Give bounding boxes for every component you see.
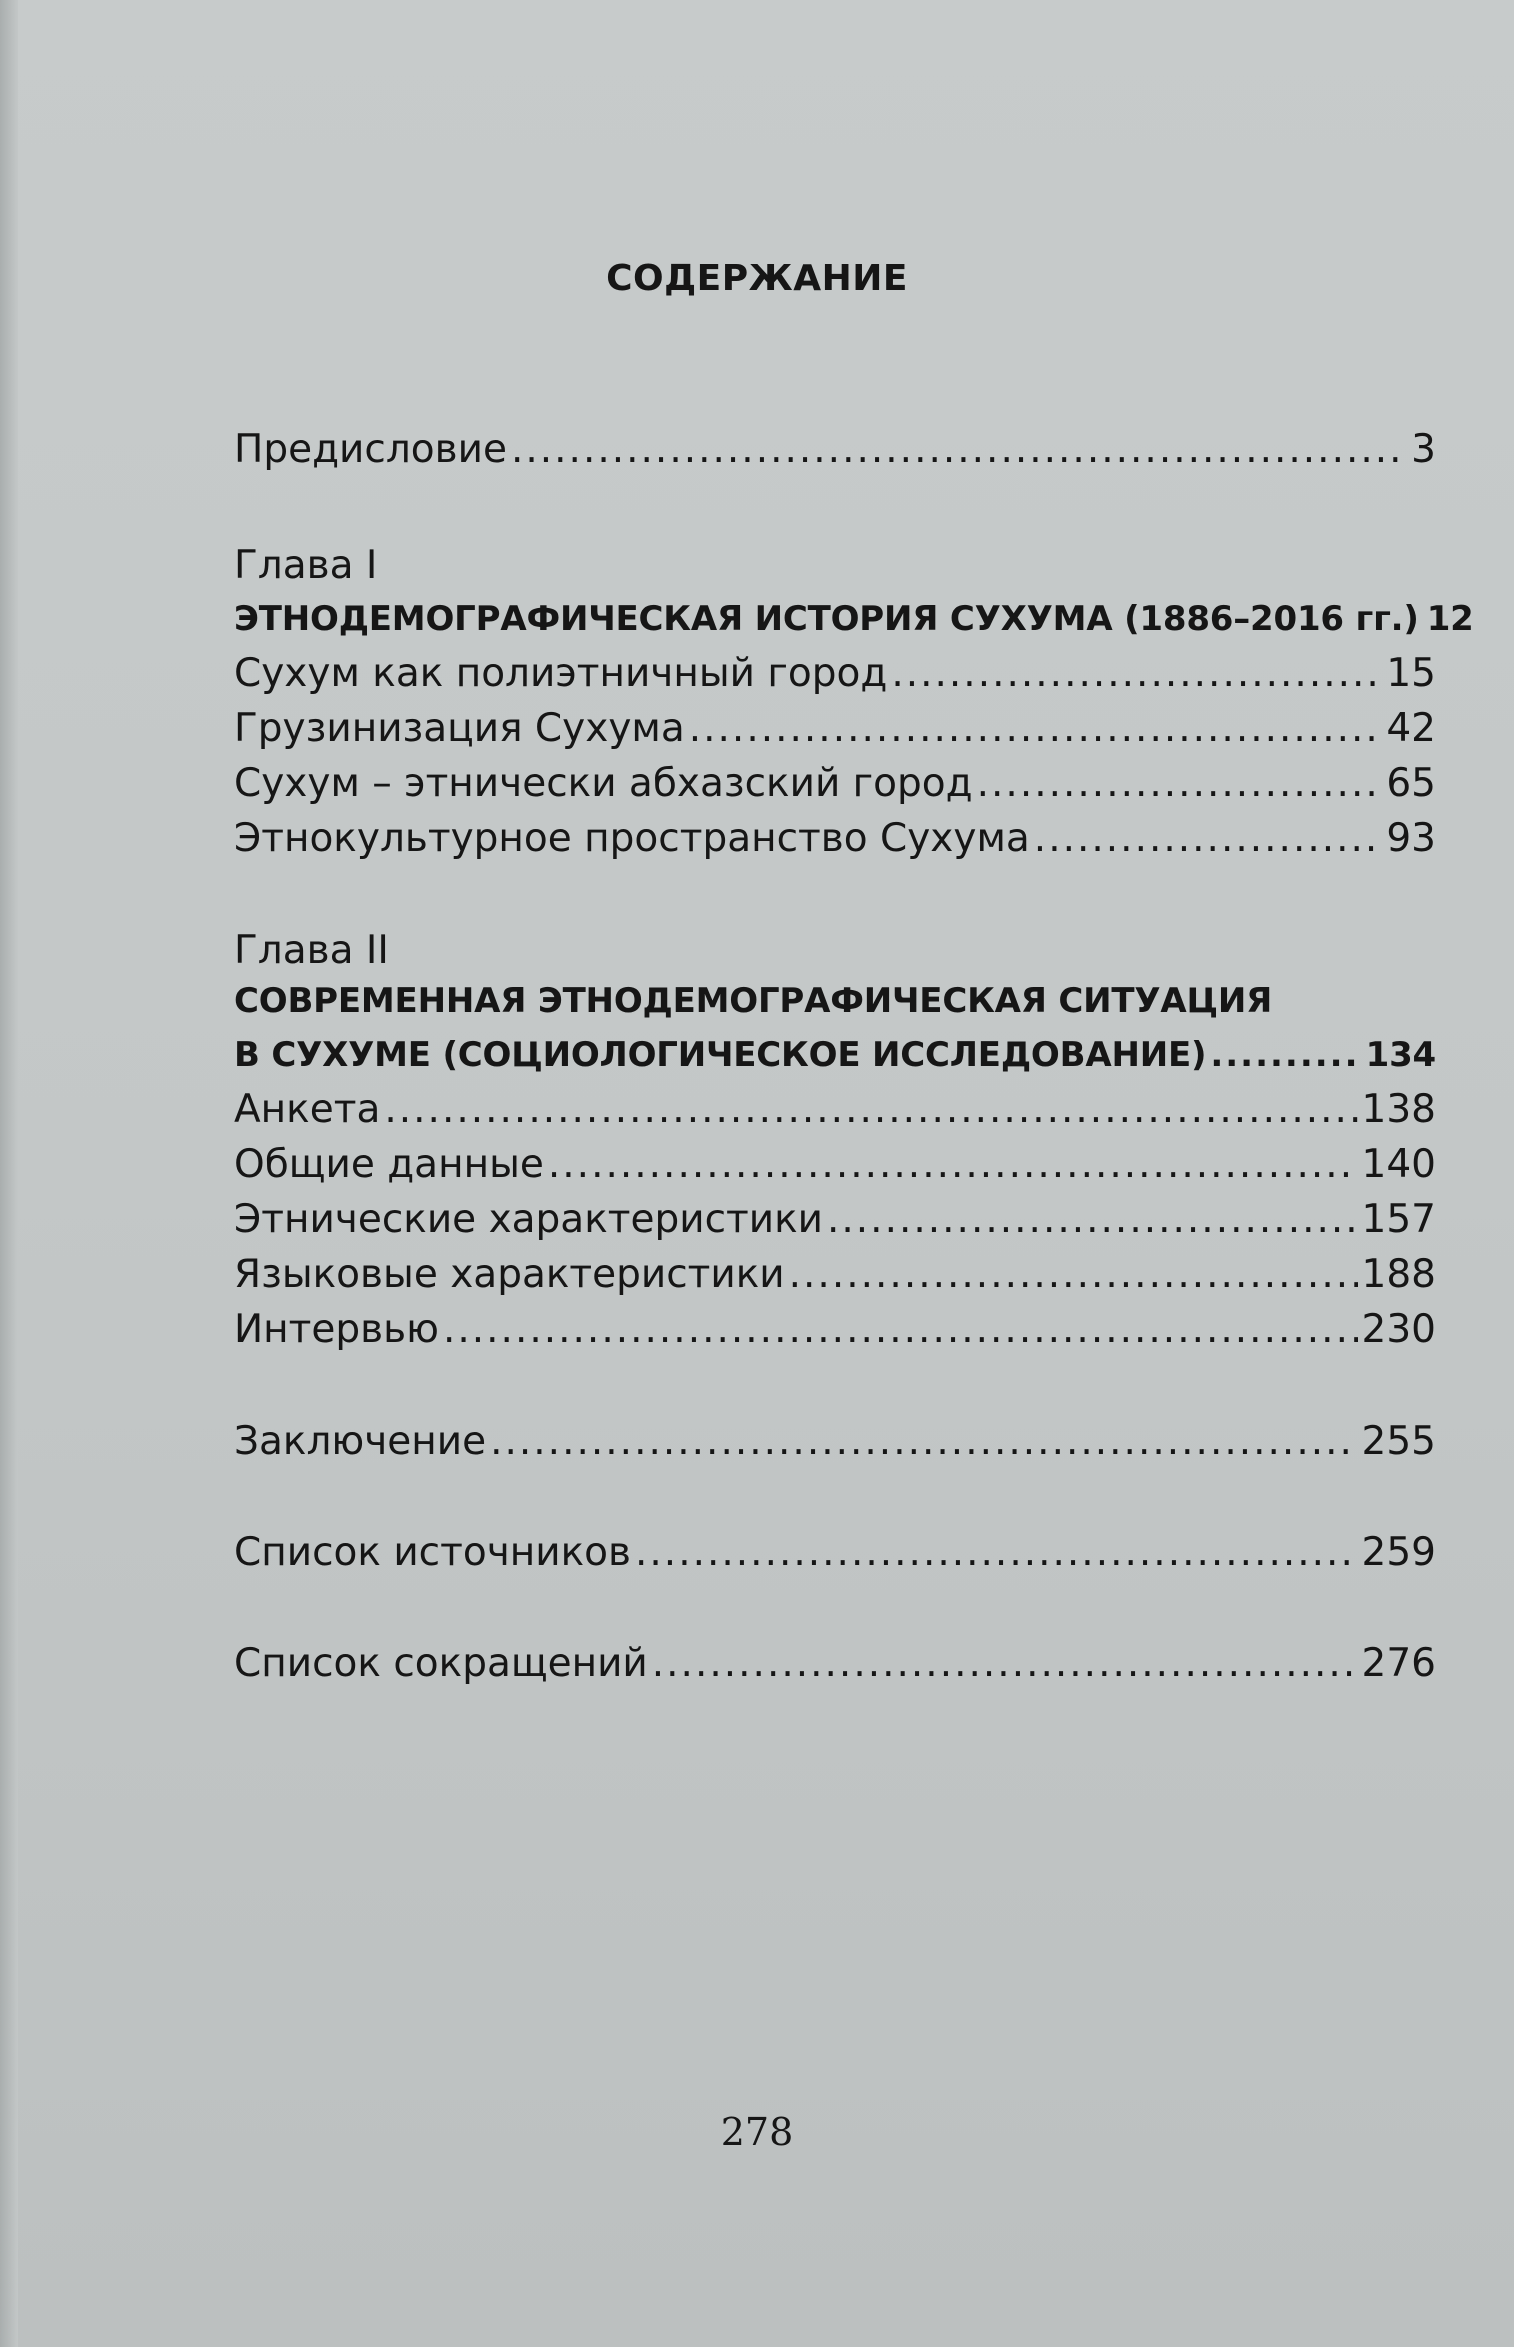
toc-entry-page: 15: [1386, 651, 1436, 696]
toc-entry-page: 3: [1411, 427, 1436, 472]
dot-leader: [977, 758, 1383, 810]
toc-entry-page: 93: [1386, 816, 1436, 861]
toc-entry-page: 259: [1361, 1530, 1436, 1575]
toc-entry-label: Общие данные: [234, 1142, 544, 1187]
toc-entry-chapter-2[interactable]: [234, 1029, 1436, 1081]
toc-entry-ch2-sec2[interactable]: [234, 1139, 1436, 1191]
toc-entry-ch2-sec1[interactable]: [234, 1084, 1436, 1136]
toc-entry-ch1-sec2[interactable]: [234, 703, 1436, 755]
dot-leader: [443, 1304, 1358, 1356]
dot-leader: [490, 1416, 1357, 1468]
toc-entry-ch1-sec4[interactable]: [234, 813, 1436, 865]
toc-entry-abbreviations[interactable]: [234, 1638, 1436, 1690]
toc-entry-chapter-1[interactable]: [234, 593, 1474, 645]
dot-leader: [384, 1084, 1357, 1136]
toc-entry-ch1-sec3[interactable]: [234, 758, 1436, 810]
dot-leader: [789, 1249, 1358, 1301]
toc-entry-page: 188: [1361, 1252, 1436, 1297]
toc-entry-page: 134: [1365, 1035, 1436, 1075]
toc-entry-conclusion[interactable]: [234, 1416, 1436, 1468]
toc-entry-label: Список сокращений: [234, 1641, 648, 1686]
chapter-2-number: Глава II: [234, 928, 389, 973]
toc-entry-label: Предисловие: [234, 427, 507, 472]
dot-leader: [1034, 813, 1383, 865]
dot-leader: [635, 1527, 1358, 1579]
toc-entry-page: 65: [1386, 761, 1436, 806]
page-title: СОДЕРЖАНИЕ: [606, 258, 908, 299]
toc-entry-label: Этнические характеристики: [234, 1197, 823, 1242]
toc-entry-page: 157: [1361, 1197, 1436, 1242]
chapter-1-title: ЭТНОДЕМОГРАФИЧЕСКАЯ ИСТОРИЯ СУХУМА (1886–2016 гг.): [234, 599, 1419, 639]
chapter-1-number: Глава I: [234, 543, 378, 588]
toc-entry-label: Этнокультурное пространство Сухума: [234, 816, 1030, 861]
toc-entry-ch2-sec3[interactable]: [234, 1194, 1436, 1246]
toc-entry-label: Сухум как полиэтничный город: [234, 651, 888, 696]
toc-entry-sources[interactable]: [234, 1527, 1436, 1579]
toc-entry-page: 276: [1361, 1641, 1436, 1686]
toc-entry-label: Интервью: [234, 1307, 439, 1352]
dot-leader: [689, 703, 1383, 755]
toc-entry-ch1-sec1[interactable]: [234, 648, 1436, 700]
toc-entry-ch2-sec5[interactable]: [234, 1304, 1436, 1356]
dot-leader: [827, 1194, 1358, 1246]
toc-entry-page: 230: [1361, 1307, 1436, 1352]
chapter-2-title-line-1: СОВРЕМЕННАЯ ЭТНОДЕМОГРАФИЧЕСКАЯ СИТУАЦИЯ: [234, 981, 1273, 1021]
dot-leader: [548, 1139, 1358, 1191]
chapter-2-title-line-2: В СУХУМЕ (СОЦИОЛОГИЧЕСКОЕ ИССЛЕДОВАНИЕ): [234, 1035, 1207, 1075]
dot-leader: [891, 648, 1382, 700]
toc-entry-label: Анкета: [234, 1087, 381, 1132]
toc-entry-preface[interactable]: [234, 424, 1436, 476]
page-edge-shadow: [0, 0, 18, 2347]
toc-entry-label: Заключение: [234, 1419, 487, 1464]
toc-entry-page: 255: [1361, 1419, 1436, 1464]
toc-entry-label: Грузинизация Сухума: [234, 706, 685, 751]
dot-leader: [652, 1638, 1358, 1690]
toc-entry-page: 138: [1361, 1087, 1436, 1132]
page-number: 278: [720, 2110, 794, 2154]
dot-leader: [1210, 1029, 1361, 1081]
toc-entry-page: 12: [1426, 599, 1474, 639]
toc-entry-page: 42: [1386, 706, 1436, 751]
toc-entry-ch2-sec4[interactable]: [234, 1249, 1436, 1301]
dot-leader: [511, 424, 1407, 476]
toc-entry-label: Сухум – этнически абхазский город: [234, 761, 973, 806]
toc-entry-label: Языковые характеристики: [234, 1252, 785, 1297]
toc-entry-label: Список источников: [234, 1530, 631, 1575]
toc-entry-page: 140: [1361, 1142, 1436, 1187]
